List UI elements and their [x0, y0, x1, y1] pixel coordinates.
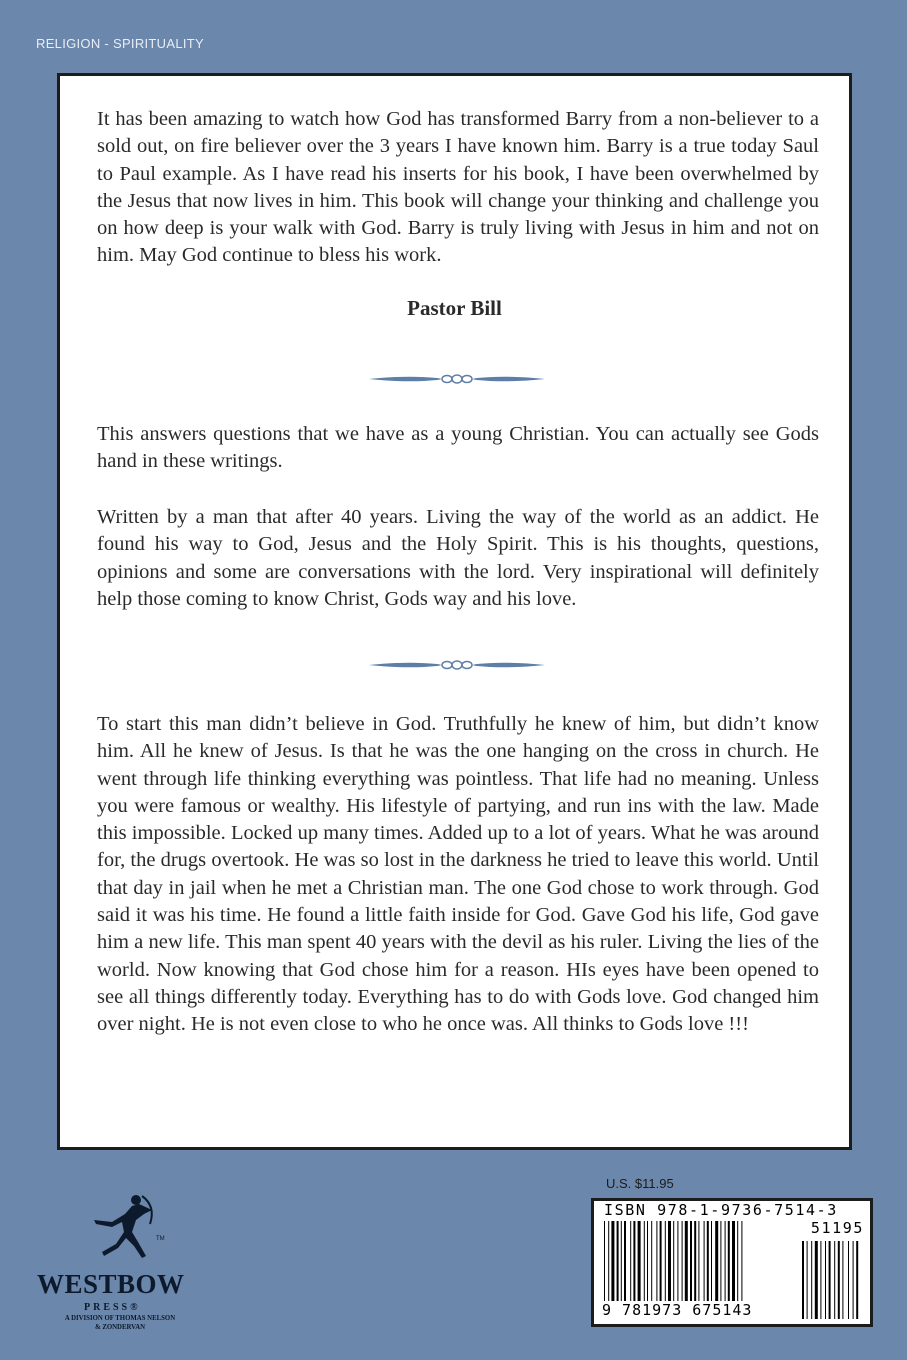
back-cover-panel: [57, 73, 852, 1150]
publisher-press: PRESS®: [84, 1302, 141, 1313]
review-paragraph-1: This answers questions that we have as a young Christian. You can actually see Gods hand in these writings.: [97, 423, 819, 473]
review-paragraph-2: Written by a man that after 40 years. Living the way of the world as an addict. He found his way to God, Jesus and the Holy Spirit. This is his thoughts, questions, opinions and some are conversations with the lord. Very inspirational will definitely help those coming to know Christ, Gods way and his love.: [97, 506, 819, 610]
ornament-divider-icon: [367, 372, 547, 386]
svg-text:TM: TM: [156, 1236, 165, 1242]
barcode-digits: 9 781973 675143: [602, 1301, 753, 1319]
barcode-box: [591, 1198, 873, 1327]
publisher-name: WESTBOW: [37, 1269, 185, 1299]
endorsement-text: It has been amazing to watch how God has transformed Barry from a non-believer to a sold out, on fire believer over the 3 years I have known him. Barry is a true today Saul to Paul example. As I have read his inserts for his book, I have been overwhelmed by the Jesus that now lives in him. This book will change your thinking and challenge you on how deep is your walk with God. Barry is truly living with Jesus in him and not on him. May God continue to bless his work.: [97, 108, 819, 267]
isbn-label: ISBN 978-1-9736-7514-3: [604, 1201, 838, 1219]
book-description: To start this man didn’t believe in God. Truthfully he knew of him, but didn’t know him. All he knew of Jesus. Is that he was the one hanging on the cross in church. He went through life thinking everything was pointless. That life had no meaning. Unless you were famous or wealthy. His lifestyle of partying, and run ins with the law. Made this impossible. Locked up many times. Added up to a lot of years. What he was around for, the drugs overtook. He was so lost in the darkness he tried to leave this world. Until that day in jail when he met a Christian man. The one God chose to work through. God said it was his time. He found a little faith inside for God. Gave God his life, God gave him a new life. This man spent 40 years with the devil as his ruler. Living the lies of the world. Now knowing that God chose him for a reason. HIs eyes have been opened to see all things differently today. Everything has to do with Gods love. God changed him over night. He is not even close to who he once was. All thinks to Gods love !!!: [97, 713, 819, 1036]
endorsement-attribution: Pastor Bill: [407, 296, 502, 320]
barcode-addon-code: 51195: [810, 1219, 864, 1237]
ornament-divider-icon: [367, 658, 547, 672]
price-label: U.S. $11.95: [606, 1176, 674, 1191]
category-label: RELIGION - SPIRITUALITY: [36, 36, 204, 51]
publisher-division: A DIVISION OF THOMAS NELSON & ZONDERVAN: [64, 1315, 176, 1331]
